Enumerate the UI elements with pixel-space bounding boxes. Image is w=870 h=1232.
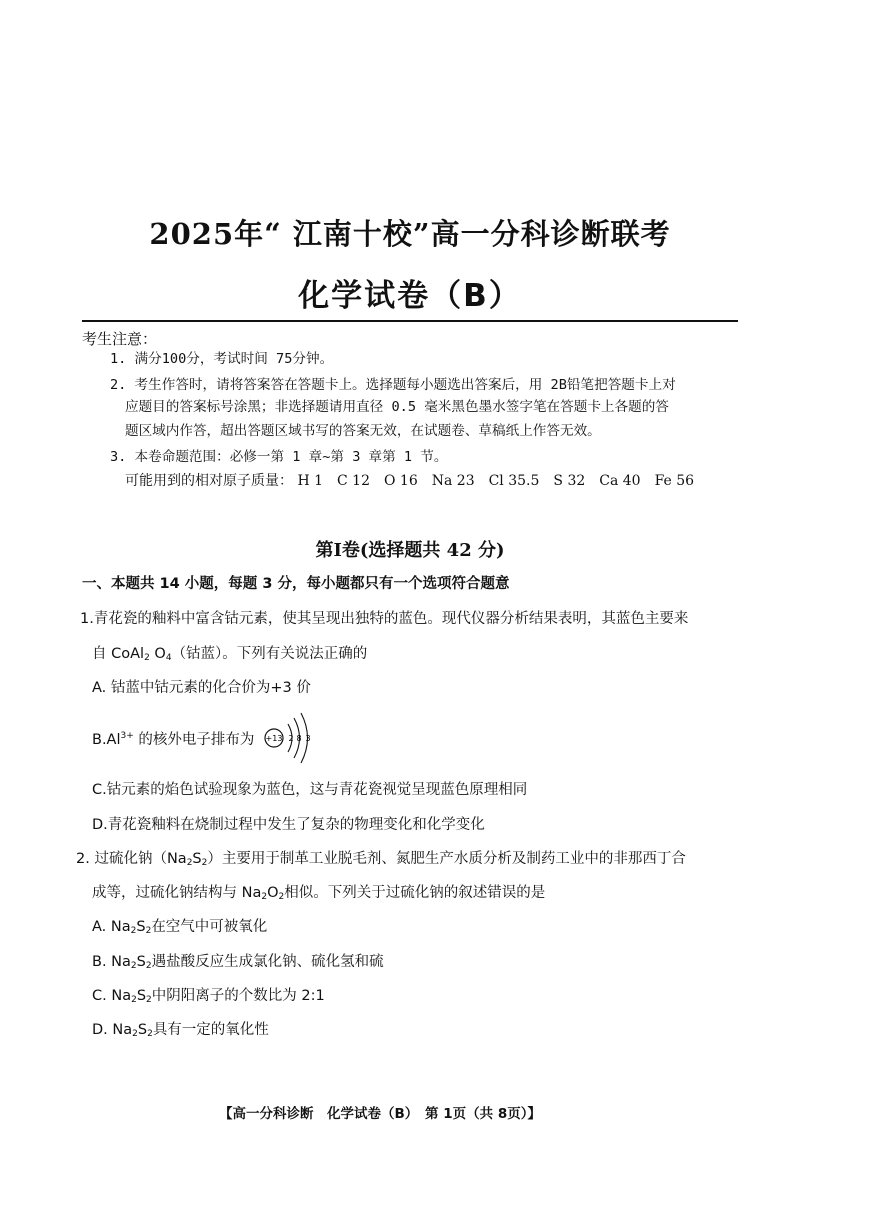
question-1-stem-line-2: 自 CoAl$_2$ $O_4$（钴蓝）。下列有关说法正确的 <box>92 646 368 663</box>
shell-count-2: 8 <box>296 734 302 743</box>
page-footer: 【高一分科诊断 化学试卷（B） 第 1页（共 8页）】 <box>219 1106 541 1122</box>
question-1-stem-line-1: 1.青花瓷的釉料中富含钴元素，使其呈现出独特的蓝色。现代仪器分析结果表明，其蓝色主要来 <box>80 611 689 627</box>
paper-title: 化学试卷（B） <box>298 278 522 314</box>
question-1-option-a: A. 钴蓝中钴元素的化合价为+3 价 <box>92 680 311 696</box>
question-2-option-b: B. $Na_2S_2$遇盐酸反应生成氯化钠、硫化氢和硫 <box>92 954 384 971</box>
notice-item-3: 3. 本卷命题范围：必修一第 1 章~第 3 章第 1 节。 <box>110 449 448 465</box>
notice-heading: 考生注意： <box>82 330 158 348</box>
question-1-option-d: D.青花瓷釉料在烧制过程中发生了复杂的物理变化和化学变化 <box>92 817 485 833</box>
notice-item-2-line-1: 2. 考生作答时，请将答案答在答题卡上。选择题每小题选出答案后，用 2B铅笔把答题卡上对 <box>110 377 676 393</box>
question-2-option-d: D. $Na_2S_2$具有一定的氧化性 <box>92 1022 269 1039</box>
question-2-option-c: C. $Na_2S_2$中阴阳离子的个数比为 2:1 <box>92 988 325 1005</box>
notice-item-1: 1. 满分100分，考试时间 75分钟。 <box>110 351 334 367</box>
question-2-stem-line-1: 2. 过硫化钠$(Na_2S_2)$主要用于制革工业脱毛剂、氮肥生产水质分析及制药工业中的非那西丁合 <box>76 851 686 868</box>
shell-count-3: 3 <box>305 734 311 743</box>
question-1-option-c: C.钴元素的焰色试验现象为蓝色，这与青花瓷视觉呈现蓝色原理相同 <box>92 782 528 798</box>
question-2-stem-line-2: 成等，过硫化钠结构与 $Na_2O_2$相似。下列关于过硫化钠的叙述错误的是 <box>92 885 546 902</box>
exam-title: 2025年“ 江南十校”高一分科诊断联考 <box>149 217 671 251</box>
section-title: 第Ⅰ卷(选择题共 42 分) <box>315 540 505 561</box>
part-instruction: 一、本题共 14 小题，每题 3 分，每小题都只有一个选项符合题意 <box>82 576 510 592</box>
atomic-masses: 可能用到的相对原子质量： H 1 C 12 O 16 Na 23 Cl 35.5 S 32 Ca 40 Fe 56 <box>125 473 695 489</box>
header-divider <box>82 320 738 322</box>
notice-item-2-line-3: 题区域内作答，超出答题区域书写的答案无效，在试题卷、草稿纸上作答无效。 <box>125 423 601 439</box>
electron-configuration-diagram <box>262 710 322 764</box>
nucleus-label: +13 <box>265 734 283 743</box>
shell-count-1: 2 <box>288 734 294 743</box>
question-2-option-a: A. $Na_2S_2$在空气中可被氧化 <box>92 919 268 936</box>
question-1-option-b: $B.Al^{3+}$ 的核外电子排布为 <box>92 731 255 748</box>
notice-item-2-line-2: 应题目的答案标号涂黑；非选择题请用直径 0.5 毫米黑色墨水签字笔在答题卡上各题的答 <box>125 399 669 415</box>
